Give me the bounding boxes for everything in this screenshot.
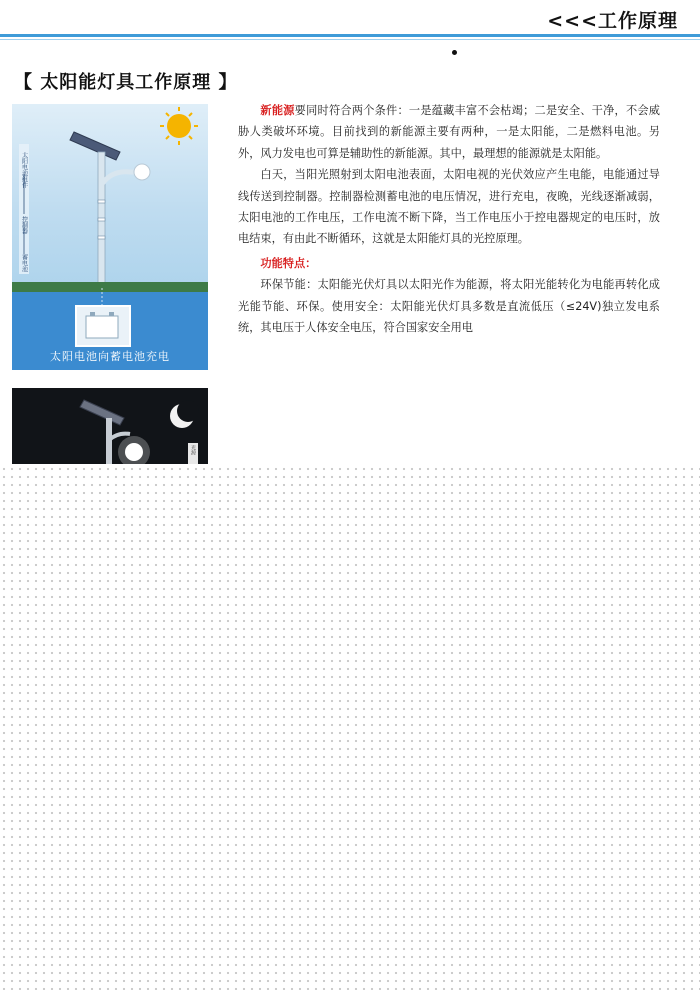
sun-icon [160,107,198,145]
battery-box-icon [76,306,130,346]
label-light-source: 光源 [190,445,196,455]
features-title: 功能特点： [260,256,317,270]
label-controller: 控制器 [20,216,28,234]
header-rule-thin [0,39,700,40]
paragraph-working-principle: 白天，当阳光照射到太阳电池表面，太阳电视的光伏效应产生电能，电能通过导线传送到控制器。控制器检测蓄电池的电压情况，进行充电，夜晚，光线逐渐减弱，太阳电池的工作电压，工作电流不断下降，当工作电压小于控电器规定的电压时，放电结束，有由此不断循环，这就是太阳能灯具的光控原理。 [238,168,660,246]
label-solar-module: 太阳电池组件 [20,152,28,188]
dotted-missing-region [0,465,700,990]
highlight-new-energy: 新能源 [260,104,295,117]
section-title: 【 太阳能灯具工作原理 】 [14,72,238,93]
moon-icon [170,400,199,428]
street-lamp-icon [12,104,208,370]
paragraph-features: 环保节能：太阳能光伏灯具以太阳光作为能源，将太阳光能转化为电能再转化成光能节能、环保。使用安全：太阳能光伏灯具多数是直流低压（≤24V)独立发电系统，其电压于人体安全电压，符合国家安全用电 [238,278,660,335]
figure-day-caption: 太阳电池向蓄电池充电 [50,350,170,363]
header-title: <<<工作原理 [547,10,678,32]
body-text [238,100,660,338]
figure-day-charging [12,104,208,370]
bullet-dot [452,50,457,55]
header-rule [0,34,700,37]
label-battery: 蓄电池 [20,254,28,272]
paragraph-new-energy-text: 要同时符合两个条件：一是蕴藏丰富不会枯竭；二是安全、干净，不会威胁人类破坏环境。目前找到的新能源主要有两种，一是太阳能，二是燃料电池。另外，风力发电也可算是辅助性的新能源。其中，最理想的能源就是太阳能。 [238,104,660,160]
figure-night-discharging [12,388,208,464]
paragraph-new-energy [238,100,660,164]
